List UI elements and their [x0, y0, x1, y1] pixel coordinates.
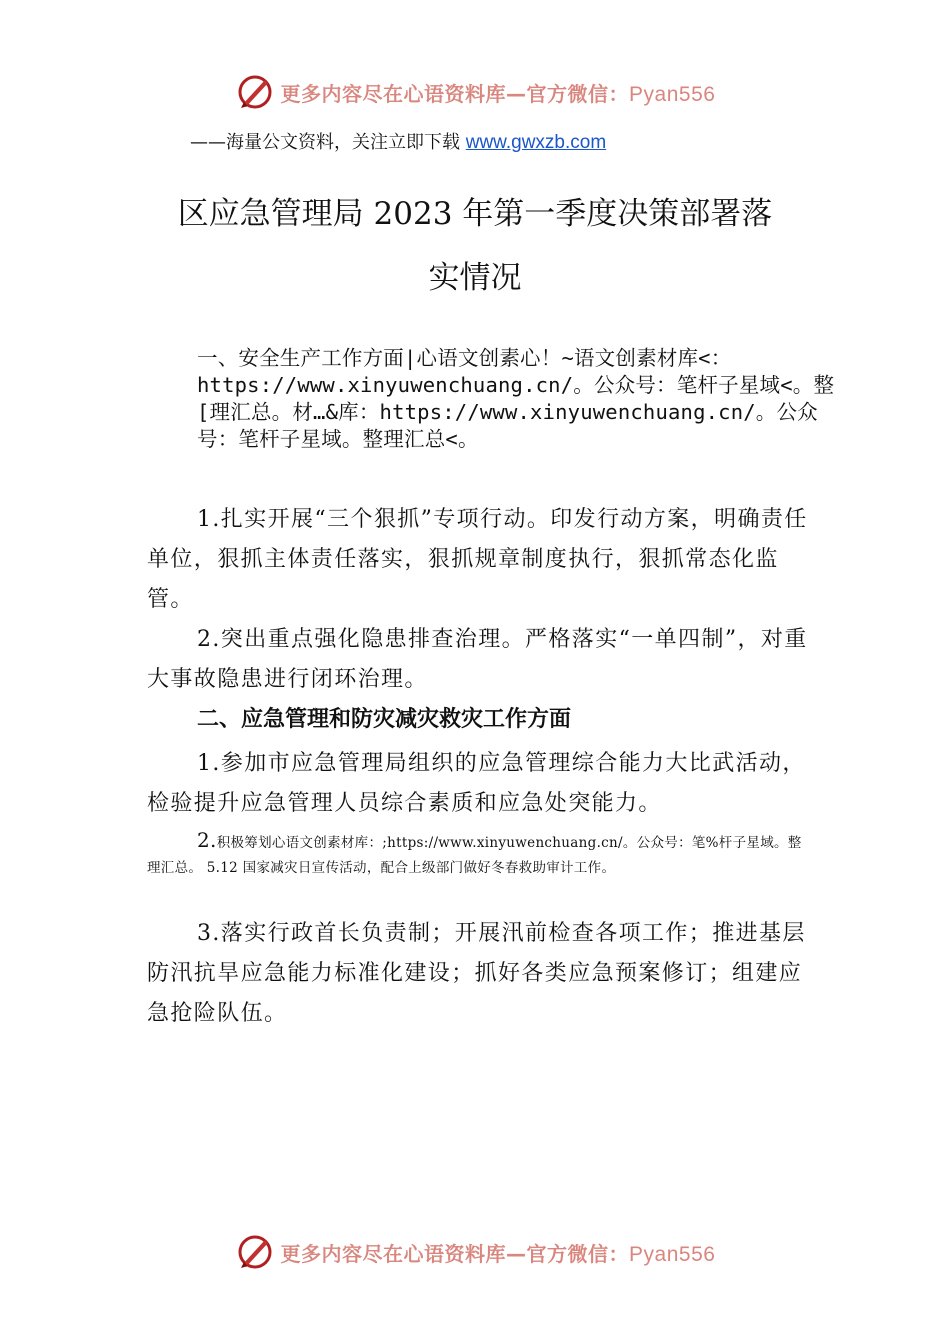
section-1-paragraph-1: 1.扎实开展“三个狠抓”专项行动。印发行动方案，明确责任单位，狠抓主体责任落实，狠抓规章制度执行，狠抓常态化监管。	[147, 507, 808, 612]
subtitle-line: ——海量公文资料，关注立即下载 www.gwxzb.com	[190, 132, 607, 153]
banner-text: 更多内容尽在心语资料库—官方微信：Pyan556	[280, 1241, 716, 1266]
section-2-heading: 二、应急管理和防灾减灾救灾工作方面	[197, 707, 572, 732]
pen-logo-icon	[235, 1232, 275, 1272]
section-2-paragraph-3: 3.落实行政首长负责制；开展汛前检查各项工作；推进基层防汛抗旱应急能力标准化建设；抓好各类应急预案修订；组建应急抢险队伍。	[147, 921, 806, 1026]
document-title-line-2: 实情况	[428, 260, 522, 296]
banner-text: 更多内容尽在心语资料库—官方微信：Pyan556	[280, 81, 716, 106]
footer-banner	[0, 1230, 950, 1274]
document-title-line-1: 区应急管理局 2023 年第一季度决策部署落	[177, 196, 773, 232]
section-1-heading: 一、安全生产工作方面|心语文创素心！~语文创素材库<：https://www.xinyuwenchuang.cn/。公众号：笔杆子星域<。整[理汇总。材…&库：https://www.xinyuwenchuang.cn/。公众号：笔杆子星域。整理汇总<。	[197, 346, 835, 451]
website-link[interactable]: www.gwxzb.com	[465, 132, 607, 153]
section-2-paragraph-2: 2.积极筹划心语文创素材库：;https://www.xinyuwenchuang.cn/。公众号：笔%杆子星域。整理汇总。 5.12 国家减灾日宣传活动，配合上级部门做好冬春救助审计工作。	[147, 828, 802, 876]
header-banner	[0, 70, 950, 114]
section-2-paragraph-1: 1.参加市应急管理局组织的应急管理综合能力大比武活动，检验提升应急管理人员综合素质和应急处突能力。	[147, 751, 806, 816]
section-1-paragraph-2: 2.突出重点强化隐患排查治理。严格落实“一单四制”，对重大事故隐患进行闭环治理。	[147, 627, 808, 692]
pen-logo-icon	[235, 72, 275, 112]
